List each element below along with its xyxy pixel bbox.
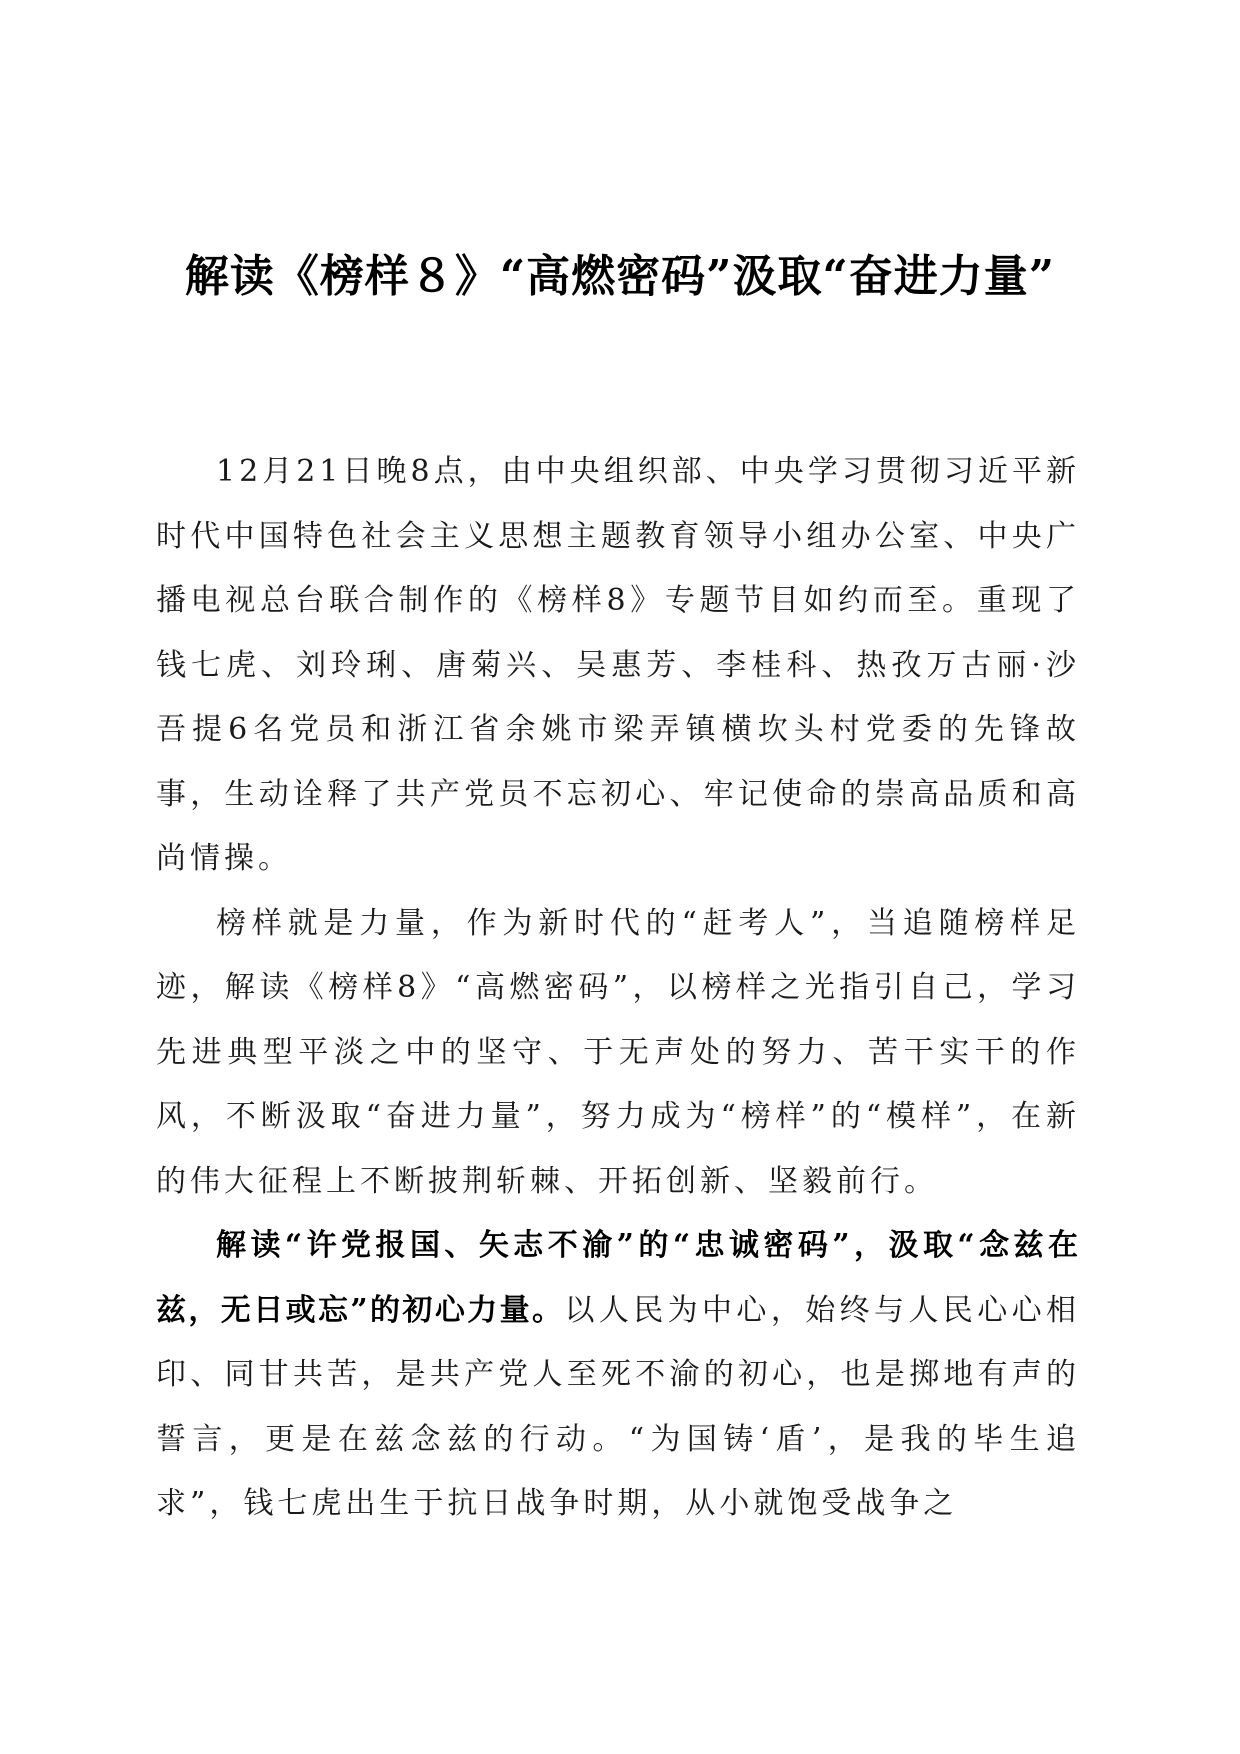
document-title: 解读《榜样８》“高燃密码”汲取“奋进力量”	[184, 251, 1056, 302]
paragraph-1	[156, 440, 1080, 892]
paragraph-3	[156, 1214, 1080, 1537]
paragraph-2-text: 榜样就是力量，作为新时代的“赶考人”，当追随榜样足迹，解读《榜样8》“高燃密码”，以榜样之光指引自己，学习先进典型平淡之中的坚守、于无声处的努力、苦干实干的作风，不断汲取“奋进力量”，努力成为“榜样”的“模样”，在新的伟大征程上不断披荆斩棘、开拓创新、坚毅前行。	[156, 905, 1080, 1199]
paragraph-2	[156, 892, 1080, 1215]
paragraph-3-text: 以人民为中心，始终与人民心心相印、同甘共苦，是共产党人至死不渝的初心，也是掷地有声的誓言，更是在兹念兹的行动。“为国铸‘盾’，是我的毕生追求”，钱七虎出生于抗日战争时期，从小就饱受战争之	[156, 1292, 1081, 1521]
paragraph-3-lead: 解读“许党报国、矢志不渝”的“忠诚密码”，汲取“念兹在兹，无日或忘”的初心力量。	[156, 1228, 1080, 1328]
paragraph-1-text: 12月21日晚8点，由中央组织部、中央学习贯彻习近平新时代中国特色社会主义思想主题教育领导小组办公室、中央广播电视总台联合制作的《榜样8》专题节目如约而至。重现了钱七虎、刘玲琍、唐菊兴、吴惠芳、李桂科、热孜万古丽·沙吾提6名党员和浙江省余姚市梁弄镇横坎头村党委的先锋故事，生动诠释了共产党员不忘初心、牢记使命的崇高品质和高尚情操。	[156, 454, 1080, 876]
document-body	[156, 440, 1080, 1537]
